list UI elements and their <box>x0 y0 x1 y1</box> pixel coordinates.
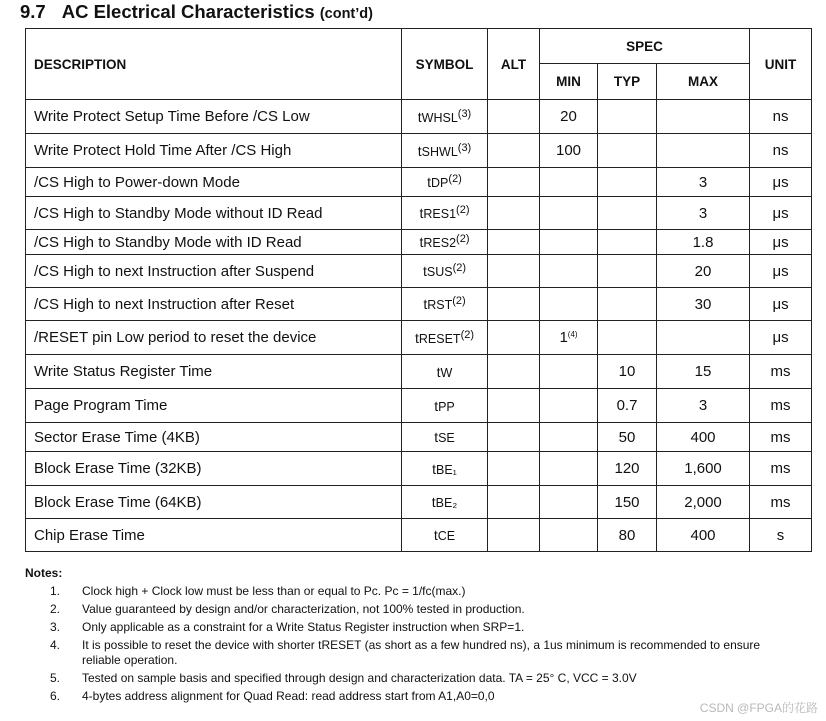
header-max: MAX <box>657 64 750 100</box>
row-description: Page Program Time <box>26 389 402 423</box>
table-row <box>26 168 812 197</box>
table-row <box>26 288 812 321</box>
symbol-t: t <box>427 174 432 190</box>
row-typ <box>598 321 657 355</box>
row-symbol <box>402 452 488 486</box>
symbol-t: t <box>436 363 441 380</box>
section-heading <box>20 1 373 23</box>
min-note: (4) <box>567 330 578 339</box>
min-value: 20 <box>560 108 577 125</box>
row-alt <box>488 486 540 519</box>
symbol-note: (2) <box>456 233 470 245</box>
row-symbol <box>402 255 488 288</box>
table-row <box>26 389 812 423</box>
symbol-note: (2) <box>452 295 466 307</box>
symbol-t: t <box>434 429 439 445</box>
row-typ: 150 <box>598 486 657 519</box>
row-typ <box>598 134 657 168</box>
note-number: 5. <box>49 671 60 685</box>
table-row <box>26 230 812 255</box>
header-unit: UNIT <box>750 29 812 100</box>
row-alt <box>488 100 540 134</box>
row-min <box>540 452 598 486</box>
row-typ: 0.7 <box>598 389 657 423</box>
symbol-note: (2) <box>452 262 467 274</box>
row-unit: μs <box>750 168 812 197</box>
row-max: 1,600 <box>657 452 750 486</box>
row-typ <box>598 168 657 197</box>
row-description: Write Status Register Time <box>26 355 402 389</box>
ac-characteristics-table <box>25 28 812 552</box>
note-item <box>25 620 815 635</box>
symbol-note: (2) <box>456 204 470 216</box>
row-max: 30 <box>657 288 750 321</box>
row-description: /CS High to next Instruction after Reset <box>26 288 402 321</box>
row-description: Write Protect Setup Time Before /CS Low <box>26 100 402 134</box>
row-typ <box>598 288 657 321</box>
row-description: /CS High to Standby Mode without ID Read <box>26 197 402 230</box>
row-min <box>540 197 598 230</box>
row-max: 3 <box>657 389 750 423</box>
row-alt <box>488 452 540 486</box>
table-row <box>26 519 812 552</box>
note-text: Clock high + Clock low must be less than or equal to Pc. Pc = 1/fc(max.) <box>82 584 466 598</box>
row-unit: ms <box>750 486 812 519</box>
symbol-t: t <box>417 108 422 125</box>
row-symbol <box>402 321 488 355</box>
row-max <box>657 321 750 355</box>
table-row <box>26 486 812 519</box>
notes-title: Notes: <box>25 566 63 580</box>
row-unit: ns <box>750 100 812 134</box>
header-alt: ALT <box>488 29 540 100</box>
note-item <box>25 638 815 668</box>
row-min <box>540 486 598 519</box>
row-unit: ms <box>750 423 812 452</box>
row-typ: 80 <box>598 519 657 552</box>
symbol-subscript: RES1 <box>423 207 457 221</box>
section-number: 9.7 <box>20 1 46 22</box>
row-max: 15 <box>657 355 750 389</box>
row-typ: 50 <box>598 423 657 452</box>
row-unit: μs <box>750 288 812 321</box>
row-symbol <box>402 519 488 552</box>
note-number: 4. <box>49 638 60 652</box>
row-max: 3 <box>657 197 750 230</box>
symbol-subscript: BE₂ <box>435 496 458 510</box>
symbol-subscript: SHWL <box>421 144 458 159</box>
row-alt <box>488 255 540 288</box>
row-min <box>540 288 598 321</box>
symbol-note: (2) <box>448 173 462 185</box>
section-continued: (cont’d) <box>319 6 373 22</box>
table-row <box>26 452 812 486</box>
symbol-note: (2) <box>460 328 475 341</box>
symbol-t: t <box>414 329 419 346</box>
row-description: Write Protect Hold Time After /CS High <box>26 134 402 168</box>
note-text: 4-bytes address alignment for Quad Read: read address start from A1,A0=0,0 <box>82 689 495 703</box>
row-max: 400 <box>657 519 750 552</box>
row-symbol <box>402 230 488 255</box>
row-description: Chip Erase Time <box>26 519 402 552</box>
row-alt <box>488 230 540 255</box>
row-alt <box>488 321 540 355</box>
row-alt <box>488 355 540 389</box>
header-min: MIN <box>540 64 598 100</box>
note-item <box>25 602 815 617</box>
symbol-subscript: W <box>440 365 453 380</box>
row-max: 20 <box>657 255 750 288</box>
row-unit: μs <box>750 230 812 255</box>
row-unit: s <box>750 519 812 552</box>
note-number: 1. <box>49 584 60 598</box>
table-row <box>26 423 812 452</box>
row-max: 1.8 <box>657 230 750 255</box>
row-min <box>540 134 598 168</box>
row-unit: ms <box>750 452 812 486</box>
notes-section <box>25 566 815 707</box>
row-min <box>540 389 598 423</box>
symbol-note: (3) <box>457 107 472 120</box>
row-typ: 10 <box>598 355 657 389</box>
note-text: Tested on sample basis and specified through design and characterization data. TA = 25° C, VCC = 3.0V <box>82 671 637 685</box>
symbol-subscript: CE <box>437 529 456 543</box>
row-unit: μs <box>750 321 812 355</box>
row-alt <box>488 134 540 168</box>
row-description: /CS High to Power-down Mode <box>26 168 402 197</box>
row-min <box>540 355 598 389</box>
watermark: CSDN @FPGA的花路 <box>699 701 818 715</box>
section-title: AC Electrical Characteristics <box>61 1 315 22</box>
header-typ: TYP <box>598 64 657 100</box>
row-alt <box>488 288 540 321</box>
table-row <box>26 321 812 355</box>
row-alt <box>488 389 540 423</box>
symbol-t: t <box>417 142 422 159</box>
row-min <box>540 100 598 134</box>
symbol-t: t <box>431 494 436 510</box>
table-row <box>26 134 812 168</box>
row-symbol <box>402 168 488 197</box>
header-spec: SPEC <box>540 29 750 64</box>
row-min <box>540 168 598 197</box>
header-symbol: SYMBOL <box>402 29 488 100</box>
note-text: Value guaranteed by design and/or characterization, not 100% tested in production. <box>82 602 525 616</box>
symbol-t: t <box>419 205 424 221</box>
row-alt <box>488 519 540 552</box>
min-value: 1 <box>559 329 568 346</box>
row-typ <box>598 197 657 230</box>
symbol-subscript: BE₁ <box>435 462 457 477</box>
min-value: 100 <box>555 142 582 159</box>
row-max <box>657 134 750 168</box>
symbol-subscript: RES2 <box>423 236 457 250</box>
symbol-subscript: RESET <box>418 331 461 346</box>
note-number: 3. <box>49 620 60 634</box>
symbol-t: t <box>434 397 439 414</box>
row-alt <box>488 168 540 197</box>
symbol-subscript: SUS <box>426 265 453 279</box>
row-min <box>540 519 598 552</box>
row-description: Sector Erase Time (4KB) <box>26 423 402 452</box>
notes-list <box>25 584 815 704</box>
row-alt <box>488 197 540 230</box>
symbol-t: t <box>422 263 427 279</box>
row-max: 2,000 <box>657 486 750 519</box>
row-description: /CS High to Standby Mode with ID Read <box>26 230 402 255</box>
row-min <box>540 423 598 452</box>
table-row <box>26 197 812 230</box>
row-typ <box>598 230 657 255</box>
header-description: DESCRIPTION <box>26 29 402 100</box>
symbol-t: t <box>423 296 428 312</box>
note-number: 6. <box>49 689 60 703</box>
symbol-subscript: WHSL <box>421 110 458 125</box>
symbol-subscript: SE <box>438 431 455 445</box>
row-unit: μs <box>750 255 812 288</box>
row-description: Block Erase Time (64KB) <box>26 486 402 519</box>
row-alt <box>488 423 540 452</box>
row-symbol <box>402 134 488 168</box>
note-text: It is possible to reset the device with shorter tRESET (as short as a few hundred ns), a 1us minimum is recommended to ensure reliable operation. <box>82 638 761 667</box>
row-unit: ms <box>750 355 812 389</box>
row-symbol <box>402 100 488 134</box>
row-description: Block Erase Time (32KB) <box>26 452 402 486</box>
row-symbol <box>402 486 488 519</box>
row-description: /RESET pin Low period to reset the device <box>26 321 402 355</box>
table-row <box>26 355 812 389</box>
row-min <box>540 230 598 255</box>
row-max <box>657 100 750 134</box>
row-symbol <box>402 355 488 389</box>
row-unit: μs <box>750 197 812 230</box>
row-max: 400 <box>657 423 750 452</box>
row-typ <box>598 100 657 134</box>
row-typ: 120 <box>598 452 657 486</box>
symbol-t: t <box>432 460 436 477</box>
symbol-subscript: DP <box>431 176 449 190</box>
row-symbol <box>402 288 488 321</box>
note-item <box>25 689 815 704</box>
table-row <box>26 255 812 288</box>
row-description: /CS High to next Instruction after Suspend <box>26 255 402 288</box>
symbol-subscript: PP <box>438 399 455 414</box>
table-row <box>26 100 812 134</box>
row-symbol <box>402 423 488 452</box>
symbol-subscript: RST <box>427 298 453 312</box>
row-unit: ns <box>750 134 812 168</box>
row-min <box>540 255 598 288</box>
row-max: 3 <box>657 168 750 197</box>
note-item <box>25 584 815 599</box>
row-symbol <box>402 197 488 230</box>
note-item <box>25 671 815 686</box>
row-typ <box>598 255 657 288</box>
row-unit: ms <box>750 389 812 423</box>
symbol-t: t <box>419 234 424 250</box>
note-text: Only applicable as a constraint for a Write Status Register instruction when SRP=1. <box>82 620 525 634</box>
row-min <box>540 321 598 355</box>
note-number: 2. <box>49 602 60 616</box>
symbol-note: (3) <box>457 141 472 154</box>
symbol-t: t <box>433 527 438 543</box>
row-symbol <box>402 389 488 423</box>
